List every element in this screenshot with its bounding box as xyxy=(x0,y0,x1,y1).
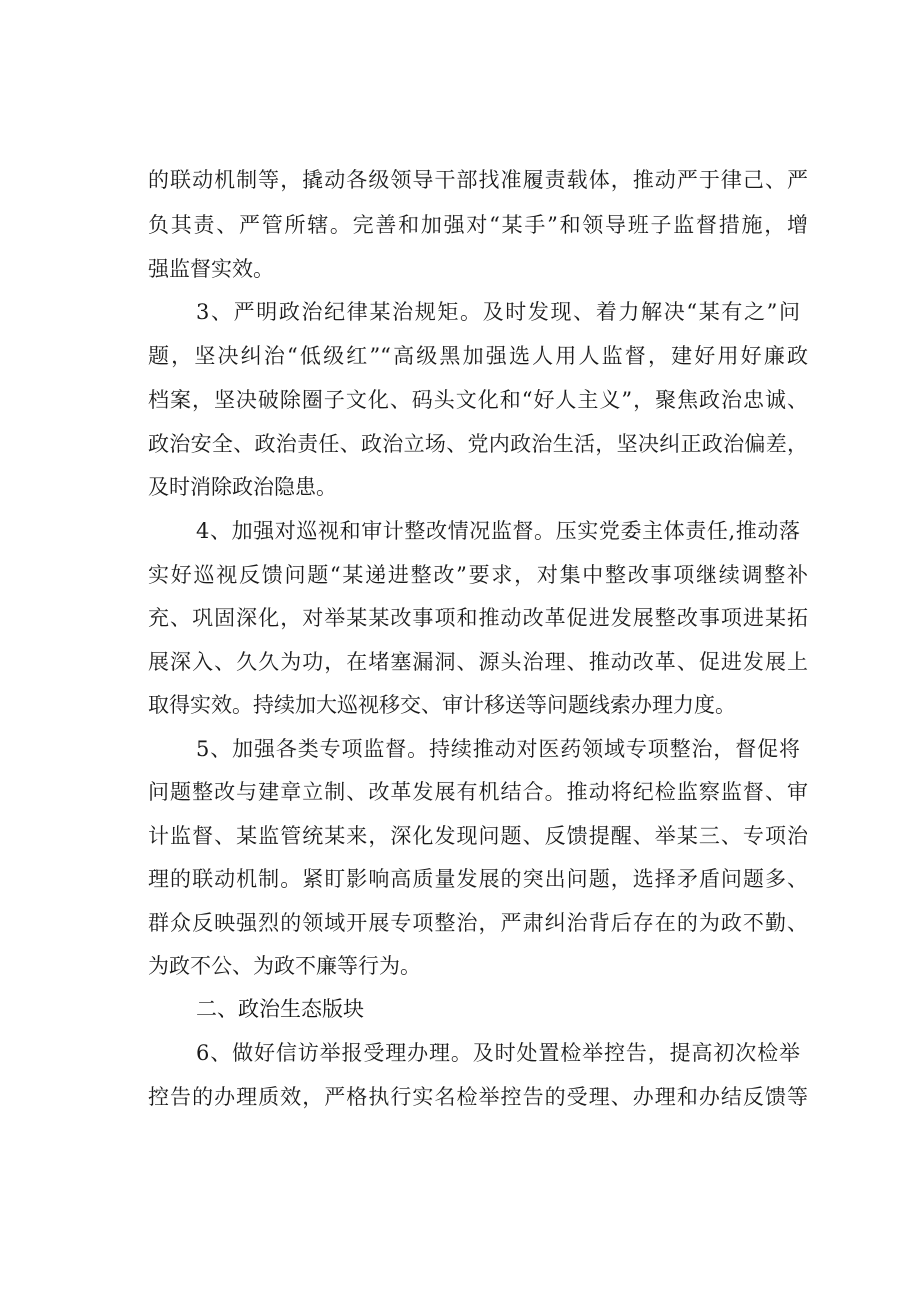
paragraph-line: 取得实效。持续加大巡视移交、审计移送等问题线索办理力度。 xyxy=(148,693,736,717)
paragraph-line: 群众反映强烈的领域开展专项整治，严肃纠治背后存在的为政不勤、 xyxy=(148,911,808,935)
paragraph-line: 展深入、久久为功，在堵塞漏洞、源头治理、推动改革、促进发展上 xyxy=(148,650,808,674)
paragraph-line: 理的联动机制。紧盯影响高质量发展的突出问题，选择矛盾问题多、 xyxy=(148,867,808,891)
paragraph-line: 强监督实效。 xyxy=(148,257,274,281)
paragraph-line: 实好巡视反馈问题“某递进整改”要求，对集中整改事项继续调整补 xyxy=(148,563,808,587)
paragraph-line: 6、做好信访举报受理办理。及时处置检举控告，提高初次检举 xyxy=(196,1041,800,1065)
paragraph-line: 5、加强各类专项监督。持续推动对医药领域专项整治，督促将 xyxy=(196,737,800,761)
section-heading: 二、政治生态版块 xyxy=(196,997,364,1021)
paragraph-line: 计监督、某监管统某来，深化发现问题、反馈提醒、举某三、专项治 xyxy=(148,824,808,848)
paragraph-line: 及时消除政治隐患。 xyxy=(148,475,337,499)
paragraph-line: 3、严明政治纪律某治规矩。及时发现、着力解决“某有之”问 xyxy=(196,300,800,324)
paragraph-line: 的联动机制等，撬动各级领导干部找准履责载体，推动严于律己、严 xyxy=(148,168,808,192)
paragraph-line: 4、加强对巡视和审计整改情况监督。压实党委主体责任,推动落 xyxy=(196,519,800,543)
paragraph-line: 政治安全、政治责任、政治立场、党内政治生活，坚决纠正政治偏差， xyxy=(148,432,808,456)
paragraph-line: 为政不公、为政不廉等行为。 xyxy=(148,954,421,978)
paragraph-line: 控告的办理质效，严格执行实名检举控告的受理、办理和办结反馈等 xyxy=(148,1085,808,1109)
paragraph-line: 问题整改与建章立制、改革发展有机结合。推动将纪检监察监督、审 xyxy=(148,780,808,804)
paragraph-line: 题，坚决纠治“低级红”“高级黑加强选人用人监督，建好用好廉政 xyxy=(148,344,808,368)
paragraph-line: 充、巩固深化，对举某某改事项和推动改革促进发展整改事项进某拓 xyxy=(148,606,808,630)
paragraph-line: 负其责、严管所辖。完善和加强对“某手”和领导班子监督措施，增 xyxy=(148,213,808,237)
paragraph-line: 档案，坚决破除圈子文化、码头文化和“好人主义”，聚焦政治忠诚、 xyxy=(148,388,808,412)
